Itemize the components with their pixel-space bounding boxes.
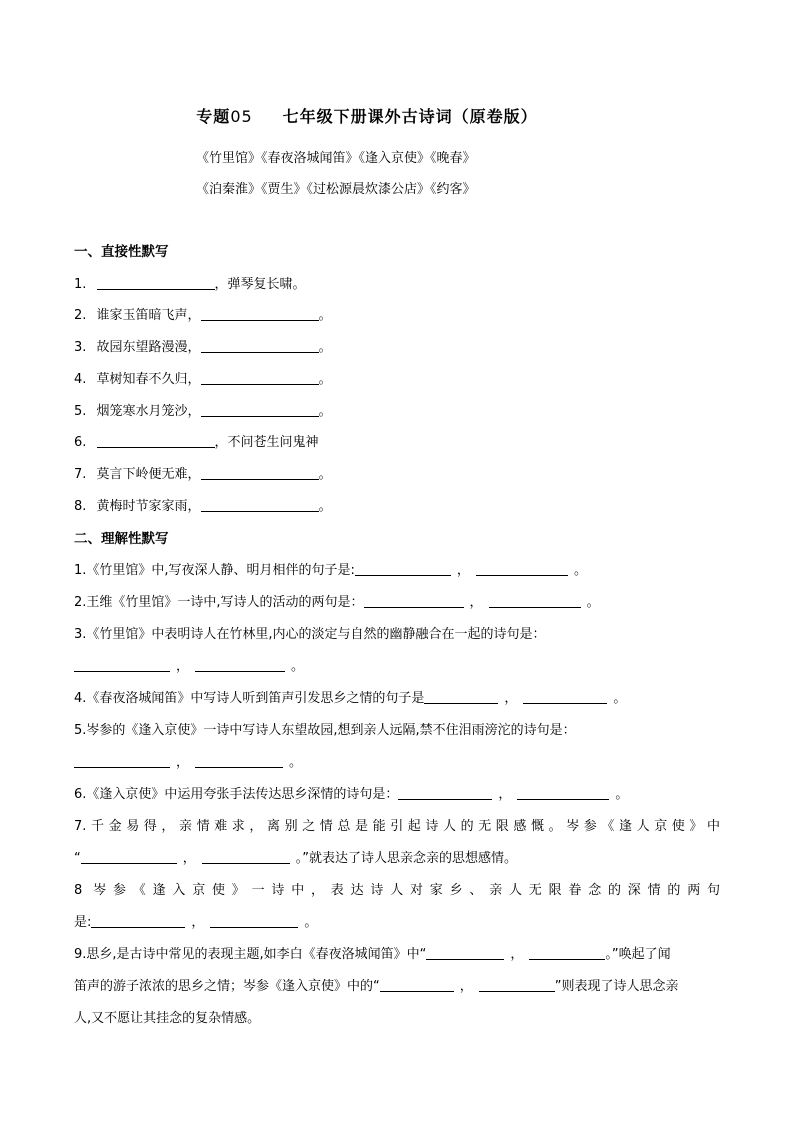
question-2-7: 7.千金易得，亲情难求，离别之情总是能引起诗人的无限感慨。岑参《逢人京使》中	[74, 819, 720, 834]
question-2-4: 4.《春夜洛城闻笛》中写诗人听到笛声引发思乡之情的句子是 ， 。	[74, 691, 627, 706]
question-2-9-line-2: 笛声的游子浓浓的思乡之情；岑参《逢入京使》中的“ ， ”则表现了诗人思念亲	[74, 979, 679, 994]
answer-blank[interactable]	[195, 753, 283, 768]
title-number: 05	[230, 107, 253, 126]
question-1-2: 2. 谁家玉笛暗飞声， 。	[74, 308, 332, 323]
answer-blank[interactable]	[529, 945, 605, 960]
answer-blank[interactable]	[364, 593, 464, 608]
answer-blank[interactable]	[81, 849, 177, 864]
question-1-6: 6. ，不问苍生问鬼神	[74, 435, 319, 450]
question-1-4: 4. 草树知春不久归， 。	[74, 372, 332, 387]
answer-blank[interactable]	[424, 689, 498, 704]
question-2-2: 2.王维《竹里馆》一诗中,写诗人的活动的两句是： ， 。	[74, 595, 600, 610]
question-2-9-line-3: 人,又不愿让其挂念的复杂情感。	[74, 1011, 261, 1026]
question-2-5: 5.岑参的《逢入京使》一诗中写诗人东望故园,想到亲人远隔,禁不住泪雨滂沱的诗句是：	[74, 723, 576, 738]
section-heading-understanding: 二、理解性默写	[74, 531, 169, 547]
question-1-5: 5. 烟笼寒水月笼沙， 。	[74, 404, 332, 419]
answer-blank[interactable]	[210, 913, 298, 928]
answer-blank[interactable]	[201, 306, 319, 321]
answer-blank[interactable]	[517, 785, 609, 800]
answer-blank[interactable]	[201, 370, 319, 385]
question-2-5-answers: ， 。	[74, 751, 302, 770]
section-heading-direct: 一、直接性默写	[74, 244, 169, 260]
answer-blank[interactable]	[97, 433, 215, 448]
question-2-6: 6.《逢入京使》中运用夸张手法传达思乡深情的诗句是： ， 。	[74, 787, 629, 802]
question-2-3-answers: ， 。	[74, 655, 304, 674]
question-2-1: 1.《竹里馆》中,写夜深人静、明月相伴的句子是: ， 。	[74, 563, 587, 578]
answer-blank[interactable]	[201, 338, 319, 353]
answer-blank[interactable]	[201, 465, 319, 480]
question-2-8: 8 岑参《逢入京使》一诗中，表达诗人对家乡、亲人无限眷念的深情的两句	[74, 883, 720, 898]
answer-blank[interactable]	[202, 849, 290, 864]
question-2-7-answers: “ ， 。”就表达了诗人思亲念亲的思想感情。	[74, 851, 518, 866]
answer-blank[interactable]	[426, 945, 504, 960]
question-1-7: 7. 莫言下岭便无难， 。	[74, 467, 332, 482]
page-title	[0, 104, 734, 127]
answer-blank[interactable]	[195, 657, 285, 672]
question-2-3: 3.《竹里馆》中表明诗人在竹林里,内心的淡定与自然的幽静融合在一起的诗句是：	[74, 627, 546, 642]
question-2-8-answers: 是: ， 。	[74, 915, 318, 930]
question-1-3: 3. 故园东望路漫漫， 。	[74, 340, 332, 355]
question-2-9: 9.思乡,是古诗中常见的表现主题,如李白《春夜洛城闻笛》中“ ， 。”唤起了闻	[74, 947, 671, 962]
answer-blank[interactable]	[380, 977, 454, 992]
subtitle-line-2: 《泊秦淮》《贾生》《过松源晨炊漆公店》《约客》	[196, 182, 476, 197]
question-1-8: 8. 黄梅时节家家雨， 。	[74, 499, 332, 514]
title-prefix: 专题	[196, 107, 231, 126]
answer-blank[interactable]	[97, 275, 215, 290]
answer-blank[interactable]	[476, 561, 568, 576]
answer-blank[interactable]	[201, 402, 319, 417]
answer-blank[interactable]	[355, 561, 451, 576]
question-1-1: 1. ，弹琴复长啸。	[74, 277, 306, 292]
answer-blank[interactable]	[74, 657, 170, 672]
answer-blank[interactable]	[91, 913, 185, 928]
title-main: 七年级下册课外古诗词（原卷版）	[282, 107, 538, 126]
answer-blank[interactable]	[479, 977, 555, 992]
answer-blank[interactable]	[201, 497, 319, 512]
answer-blank[interactable]	[523, 689, 607, 704]
subtitle-line-1: 《竹里馆》《春夜洛城闻笛》《逢入京使》《晚春》	[196, 151, 476, 166]
answer-blank[interactable]	[489, 593, 581, 608]
answer-blank[interactable]	[398, 785, 492, 800]
answer-blank[interactable]	[74, 753, 170, 768]
